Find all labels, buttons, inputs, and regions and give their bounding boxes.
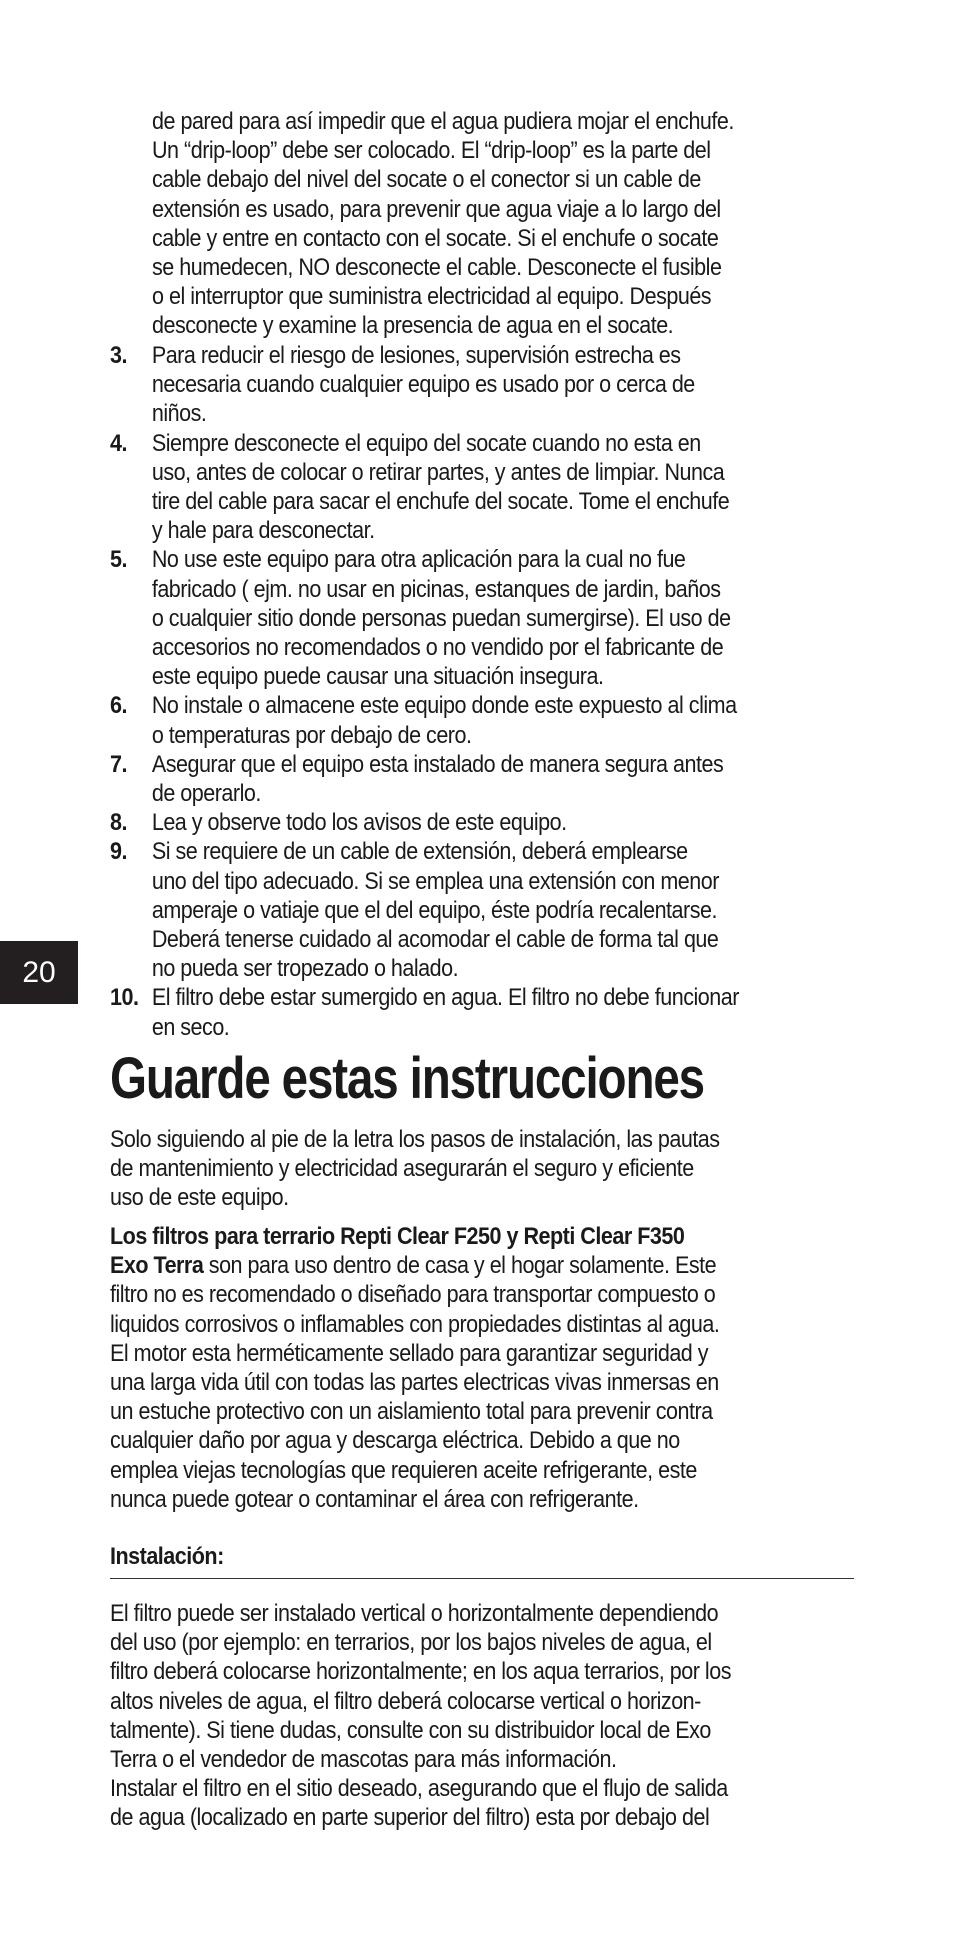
text-line: emplea viejas tecnologías que requieren aceite refrigerante, este bbox=[110, 1456, 697, 1484]
list-item bbox=[110, 691, 739, 749]
list-item-line: Lea y observe todo los avisos de este equipo. bbox=[151, 809, 567, 837]
list-item bbox=[110, 750, 739, 808]
product-paragraph-line bbox=[110, 1222, 719, 1251]
text-line: altos niveles de agua, el filtro deberá colocarse vertical o horizon- bbox=[110, 1687, 701, 1715]
list-item-line: amperaje o vatiaje que el del equipo, éste podría recalentarse. bbox=[151, 896, 717, 924]
text-line: se humedecen, NO desconecte el cable. Desconecte el fusible bbox=[152, 254, 722, 282]
list-item-line: no pueda ser tropezado o halado. bbox=[151, 955, 459, 983]
list-item-line: y hale para desconectar. bbox=[151, 517, 375, 545]
list-item-line: accesorios no recomendados o no vendido por el fabricante de bbox=[151, 634, 724, 662]
list-item-line: fabricado ( ejm. no usar en picinas, estanques de jardin, baños bbox=[151, 575, 721, 603]
list-item bbox=[110, 837, 739, 983]
list-item-number: 5. bbox=[110, 546, 127, 574]
list-item bbox=[110, 545, 739, 691]
list-item-number: 3. bbox=[110, 342, 127, 369]
list-item-line: Para reducir el riesgo de lesiones, supervisión estrecha es bbox=[151, 342, 681, 369]
list-item-line: niños. bbox=[151, 400, 207, 428]
text-line: nunca puede gotear o contaminar el área con refrigerante. bbox=[110, 1485, 639, 1513]
text-line: Instalar el filtro en el sitio deseado, asegurando que el flujo de salida bbox=[110, 1775, 728, 1803]
text-line: filtro deberá colocarse horizontalmente; en los aqua terrarios, por los bbox=[110, 1658, 731, 1686]
list-item-number: 9. bbox=[110, 838, 127, 866]
text-line: de mantenimiento y electricidad asegurarán el seguro y eficiente bbox=[110, 1155, 694, 1183]
list-item-line: Asegurar que el equipo esta instalado de manera segura antes bbox=[151, 750, 724, 778]
subheading-divider bbox=[110, 1578, 854, 1579]
text-line: El motor esta herméticamente sellado para garantizar seguridad y bbox=[110, 1339, 709, 1367]
list-item-line: este equipo puede causar una situación insegura. bbox=[151, 663, 604, 691]
list-item-line: No use este equipo para otra aplicación para la cual no fue bbox=[151, 546, 686, 574]
list-item-line: en seco. bbox=[151, 1013, 230, 1041]
installation-subheading: Instalación: bbox=[110, 1543, 224, 1570]
list-item-line: o cualquier sitio donde personas puedan sumergirse). El uso de bbox=[151, 604, 731, 632]
text-line: uso de este equipo. bbox=[110, 1184, 289, 1212]
text-line: una larga vida útil con todas las partes electricas vivas inmersas en bbox=[110, 1369, 719, 1397]
text-line: extensión es usado, para prevenir que agua viaje a lo largo del bbox=[152, 195, 721, 223]
list-item-line: uso, antes de colocar o retirar partes, y antes de limpiar. Nunca bbox=[151, 458, 725, 486]
safety-list bbox=[110, 341, 739, 1042]
list-item bbox=[110, 808, 739, 837]
list-item-line: o temperaturas por debajo de cero. bbox=[151, 721, 472, 749]
list-item-number: 6. bbox=[110, 692, 127, 720]
list-item bbox=[110, 429, 739, 546]
text-line: filtro no es recomendado o diseñado para transportar compuesto o bbox=[110, 1281, 716, 1309]
list-item-number: 8. bbox=[110, 809, 127, 837]
text-line: Un “drip-loop” debe ser colocado. El “drip-loop” es la parte del bbox=[152, 137, 711, 165]
brand-name-bold: Exo Terra bbox=[110, 1252, 204, 1280]
text-line: cualquier daño por agua y descarga eléctrica. Debido a que no bbox=[110, 1427, 680, 1455]
continued-list-item bbox=[152, 107, 734, 341]
section-heading: Guarde estas instrucciones bbox=[110, 1046, 704, 1111]
list-item-number: 10. bbox=[110, 984, 139, 1012]
product-paragraph-text: son para uso dentro de casa y el hogar solamente. Este bbox=[203, 1252, 717, 1280]
list-item-line: necesaria cuando cualquier equipo es usado por o cerca de bbox=[151, 371, 695, 399]
text-line: de pared para así impedir que el agua pudiera mojar el enchufe. bbox=[152, 108, 734, 135]
intro-paragraph bbox=[110, 1125, 720, 1213]
list-item-line: tire del cable para sacar el enchufe del socate. Tome el enchufe bbox=[151, 488, 730, 516]
text-line: un estuche protectivo con un aislamiento total para prevenir contra bbox=[110, 1398, 713, 1426]
text-line: del uso (por ejemplo: en terrarios, por los bajos niveles de agua, el bbox=[110, 1629, 712, 1657]
text-line: cable debajo del nivel del socate o el conector si un cable de bbox=[152, 166, 701, 194]
list-item-number: 7. bbox=[110, 750, 127, 778]
list-item-line: Deberá tenerse cuidado al acomodar el cable de forma tal que bbox=[151, 926, 719, 954]
text-line: cable y entre en contacto con el socate. Si el enchufe o socate bbox=[152, 224, 719, 252]
product-paragraph-line bbox=[110, 1251, 719, 1280]
text-line: talmente). Si tiene dudas, consulte con su distribuidor local de Exo bbox=[110, 1716, 711, 1744]
text-line: Solo siguiendo al pie de la letra los pasos de instalación, las pautas bbox=[110, 1126, 720, 1153]
installation-paragraph bbox=[110, 1599, 731, 1833]
text-line: liquidos corrosivos o inflamables con propiedades distintas al agua. bbox=[110, 1310, 720, 1338]
list-item-line: No instale o almacene este equipo donde este expuesto al clima bbox=[151, 692, 737, 720]
text-line: de agua (localizado en parte superior del filtro) esta por debajo del bbox=[110, 1804, 710, 1832]
list-item-line: Siempre desconecte el equipo del socate cuando no esta en bbox=[151, 429, 701, 457]
text-line: El filtro puede ser instalado vertical o horizontalmente dependiendo bbox=[110, 1600, 719, 1627]
list-item-number: 4. bbox=[110, 429, 127, 457]
text-line: o el interruptor que suministra electricidad al equipo. Después bbox=[152, 283, 712, 311]
list-item bbox=[110, 983, 739, 1041]
list-item-line: El filtro debe estar sumergido en agua. El filtro no debe funcionar bbox=[151, 984, 739, 1012]
text-line: Terra o el vendedor de mascotas para más información. bbox=[110, 1746, 617, 1774]
list-item bbox=[110, 341, 739, 429]
product-paragraph bbox=[110, 1222, 719, 1514]
list-item-line: uno del tipo adecuado. Si se emplea una extensión con menor bbox=[151, 867, 719, 895]
page-number-tab: 20 bbox=[0, 941, 78, 1004]
text-line: desconecte y examine la presencia de agua en el socate. bbox=[152, 312, 674, 340]
list-item-line: Si se requiere de un cable de extensión, deberá emplearse bbox=[151, 838, 688, 866]
product-name-bold: Los filtros para terrario Repti Clear F250 y Repti Clear F350 bbox=[110, 1223, 685, 1250]
list-item-line: de operarlo. bbox=[151, 780, 261, 808]
